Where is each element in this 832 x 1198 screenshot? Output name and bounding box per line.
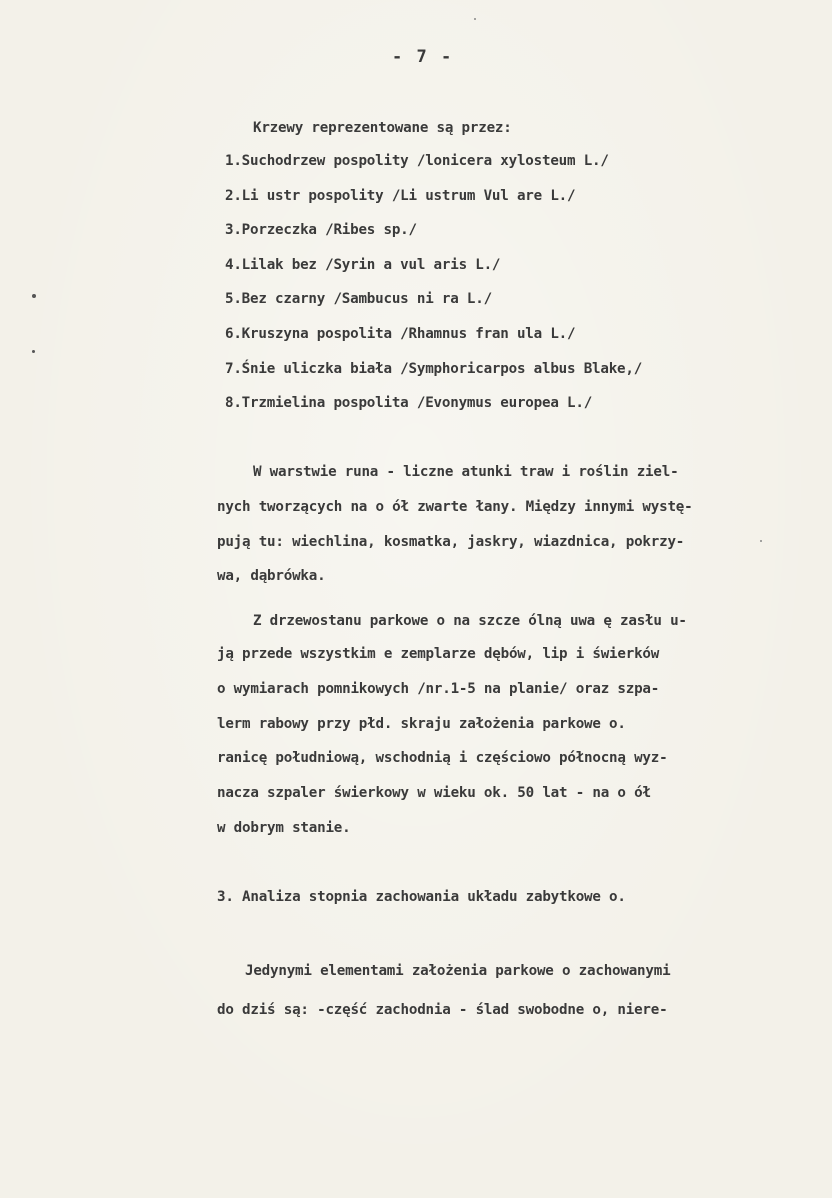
- paper-speck: [32, 294, 36, 298]
- text-line: do dziś są: -część zachodnia - ślad swobodne o, niere-: [217, 1002, 668, 1018]
- text-line: lerm rabowy przy płd. skraju założenia parkowe o.: [217, 716, 626, 732]
- paper-speck: [474, 18, 476, 20]
- list-item: 3.Porzeczka /Ribes sp./: [225, 222, 417, 238]
- text-line: W warstwie runa - liczne atunki traw i roślin ziel-: [253, 464, 679, 480]
- list-item: 5.Bez czarny /Sambucus ni ra L./: [225, 291, 492, 307]
- paper-speck: [760, 540, 762, 542]
- text-line: pują tu: wiechlina, kosmatka, jaskry, wiazdnica, pokrzy-: [217, 534, 685, 550]
- paper-speck: [32, 350, 35, 353]
- text-line: Jedynymi elementami założenia parkowe o zachowanymi: [245, 963, 671, 979]
- list-item: 4.Lilak bez /Syrin a vul aris L./: [225, 257, 501, 273]
- list-item: 1.Suchodrzew pospolity /lonicera xylosteum L./: [225, 153, 609, 169]
- text-line: ranicę południową, wschodnią i częściowo północną wyz-: [217, 750, 668, 766]
- list-item: 8.Trzmielina pospolita /Evonymus europea L./: [225, 395, 593, 411]
- text-line: w dobrym stanie.: [217, 820, 351, 836]
- text-line: nych tworzących na o ół zwarte łany. Między innymi wystę-: [217, 499, 693, 515]
- text-line: o wymiarach pomnikowych /nr.1-5 na planie/ oraz szpa-: [217, 681, 660, 697]
- section-heading: 3. Analiza stopnia zachowania układu zabytkowe o.: [217, 889, 626, 905]
- shrubs-intro: Krzewy reprezentowane są przez:: [253, 120, 512, 136]
- text-line: wa, dąbrówka.: [217, 568, 326, 584]
- page-number: - 7 -: [392, 47, 454, 67]
- text-line: nacza szpaler świerkowy w wieku ok. 50 lat - na o ół: [217, 785, 651, 801]
- list-item: 7.Śnie uliczka biała /Symphoricarpos albus Blake,/: [225, 361, 643, 377]
- list-item: 6.Kruszyna pospolita /Rhamnus fran ula L./: [225, 326, 576, 342]
- text-line: Z drzewostanu parkowe o na szcze ólną uwa ę zasłu u-: [253, 613, 687, 629]
- text-line: ją przede wszystkim e zemplarze dębów, lip i świerków: [217, 646, 660, 662]
- list-item: 2.Li ustr pospolity /Li ustrum Vul are L./: [225, 188, 576, 204]
